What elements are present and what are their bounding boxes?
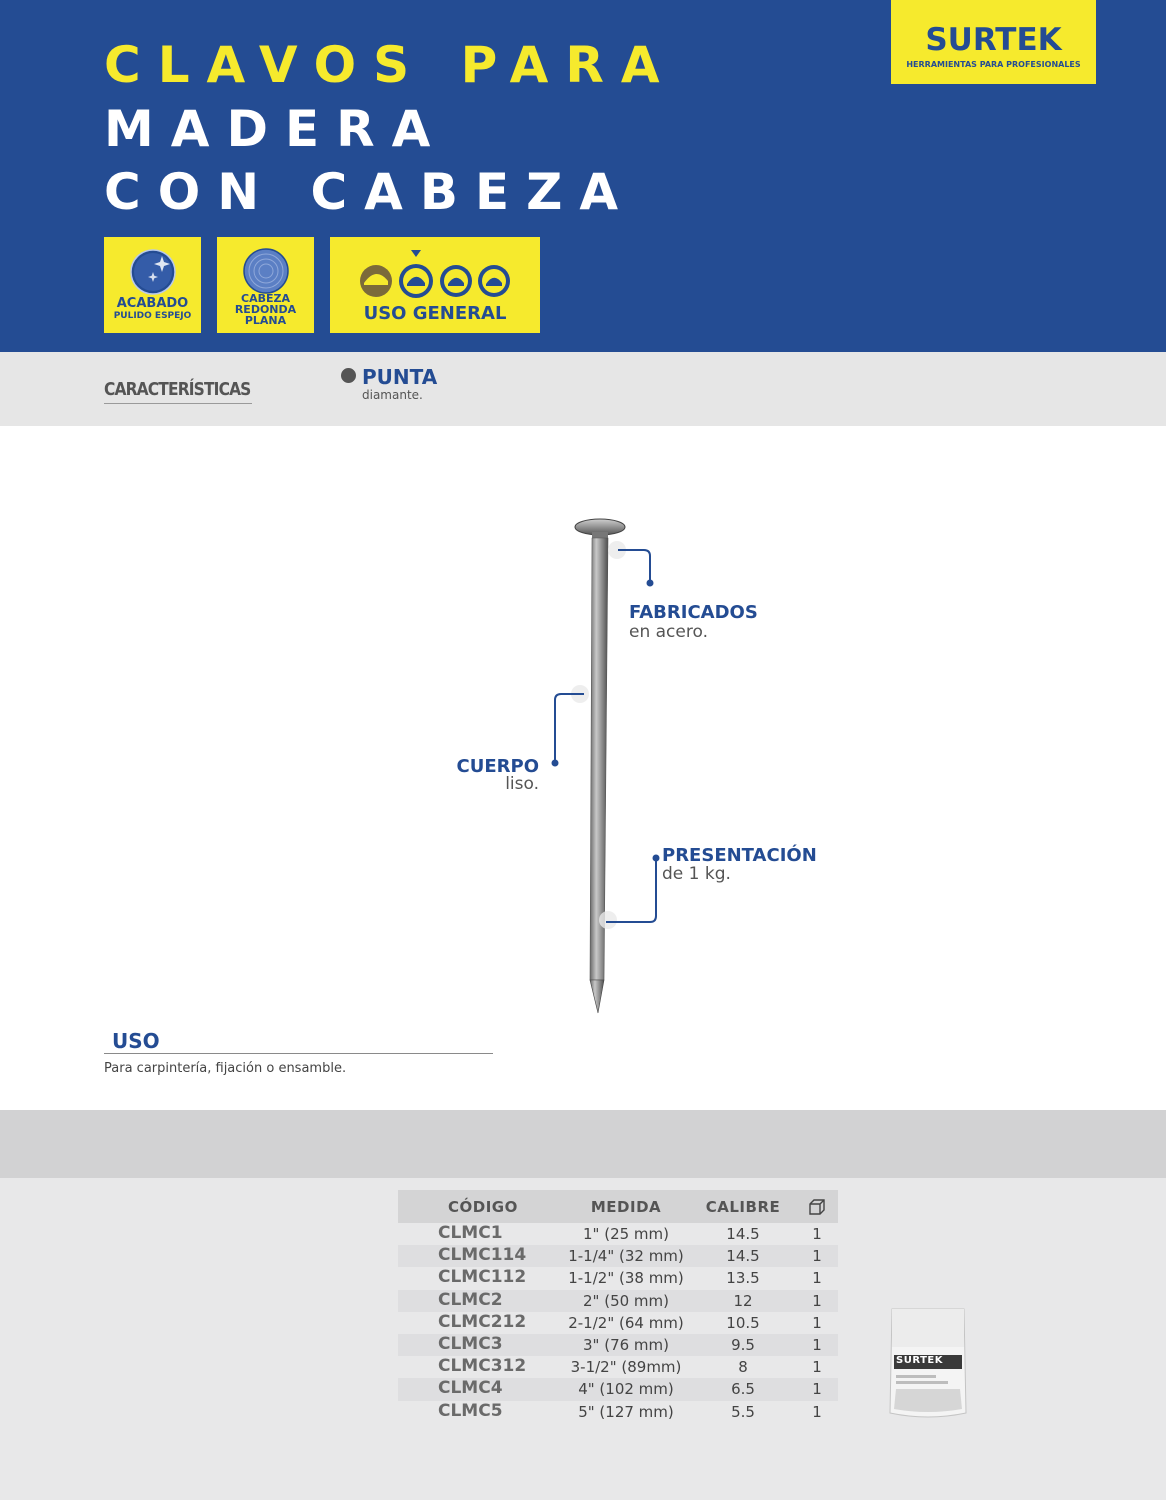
- badge-acabado-line1: ACABADO: [116, 296, 189, 311]
- table-row: [398, 1334, 838, 1356]
- row-gauge: 8: [738, 1358, 748, 1377]
- feature-label-punta: PUNTA: [362, 365, 438, 389]
- table-row: [398, 1245, 838, 1267]
- row-code: CLMC112: [438, 1267, 527, 1288]
- brand-tagline: HERRAMIENTAS PARA PROFESIONALES: [906, 60, 1081, 69]
- row-code: CLMC212: [438, 1311, 527, 1332]
- row-code: CLMC114: [438, 1245, 527, 1266]
- callout-presentacion-title: PRESENTACIÓN: [662, 845, 817, 866]
- badge-uso-general-label: USO GENERAL: [363, 303, 507, 324]
- table-row: [398, 1312, 838, 1334]
- row-qty: 1: [812, 1291, 822, 1310]
- bullet-icon: [341, 368, 356, 383]
- sparkle-sphere-icon: [129, 248, 177, 296]
- spec-table: [398, 1190, 838, 1423]
- table-header-row: [398, 1190, 838, 1223]
- row-qty: 1: [812, 1269, 822, 1288]
- table-row: [398, 1356, 838, 1378]
- package-image: [886, 1305, 970, 1419]
- package-brand: SURTEK: [896, 1355, 943, 1366]
- table-row: [398, 1223, 838, 1245]
- header-measure: MEDIDA: [590, 1198, 662, 1216]
- row-measure: 3-1/2" (89mm): [570, 1358, 682, 1377]
- row-qty: 1: [812, 1247, 822, 1266]
- callout-fabricados-title: FABRICADOS: [629, 602, 758, 623]
- row-qty: 1: [812, 1402, 822, 1421]
- header-banner: [0, 0, 1166, 352]
- row-gauge: 13.5: [726, 1269, 760, 1288]
- row-gauge: 14.5: [726, 1225, 760, 1243]
- table-row: [398, 1378, 838, 1400]
- badge-acabado-line2: PULIDO ESPEJO: [113, 311, 192, 321]
- row-measure: 5" (127 mm): [578, 1402, 674, 1421]
- badge-cabeza-line3: PLANA: [244, 314, 287, 327]
- row-gauge: 12: [733, 1291, 753, 1310]
- badge-cabeza: [217, 237, 314, 333]
- feature-desc-punta: diamante.: [362, 388, 423, 402]
- row-measure: 1-1/2" (38 mm): [568, 1269, 684, 1288]
- row-gauge: 9.5: [731, 1335, 755, 1354]
- title-line-3: CON CABEZA: [104, 163, 636, 221]
- nail-illustration: [540, 510, 680, 1020]
- badge-acabado: [104, 237, 201, 333]
- callout-presentacion-desc: de 1 kg.: [662, 864, 731, 884]
- characteristics-band: [0, 352, 1166, 426]
- header-code: CÓDIGO: [448, 1198, 518, 1216]
- uso-description: Para carpintería, fijación o ensamble.: [104, 1061, 347, 1076]
- row-gauge: 6.5: [731, 1380, 755, 1399]
- round-head-icon: [242, 247, 290, 295]
- brand-name: SURTEK: [925, 22, 1062, 58]
- row-measure: 1-1/4" (32 mm): [568, 1247, 684, 1266]
- row-qty: 1: [812, 1358, 822, 1377]
- table-body: [398, 1223, 838, 1423]
- characteristics-title: CARACTERÍSTICAS: [104, 379, 251, 400]
- callout-cuerpo-desc: liso.: [505, 774, 539, 794]
- row-gauge: 5.5: [731, 1402, 755, 1421]
- badge-cabeza-line1: CABEZA: [241, 292, 290, 305]
- title-line-2: MADERA: [104, 100, 448, 158]
- row-measure: 2-1/2" (64 mm): [568, 1313, 684, 1332]
- callout-fabricados-desc: en acero.: [629, 622, 708, 642]
- table-row: [398, 1267, 838, 1289]
- header-gauge: CALIBRE: [705, 1198, 781, 1216]
- badge-cabeza-line2: REDONDA: [234, 303, 297, 316]
- box-icon: [798, 1197, 836, 1221]
- title-line-1: CLAVOS PARA: [104, 36, 677, 94]
- uso-title: USO: [112, 1029, 160, 1053]
- row-qty: 1: [812, 1313, 822, 1332]
- table-row: [398, 1290, 838, 1312]
- uso-underline: [104, 1053, 493, 1054]
- table-row: [398, 1401, 838, 1423]
- row-gauge: 14.5: [726, 1247, 760, 1266]
- row-gauge: 10.5: [726, 1313, 760, 1332]
- row-code: CLMC5: [438, 1400, 503, 1421]
- row-qty: 1: [812, 1335, 822, 1354]
- row-measure: 4" (102 mm): [578, 1380, 674, 1399]
- row-code: CLMC312: [438, 1356, 527, 1377]
- row-code: CLMC4: [438, 1378, 503, 1399]
- row-measure: 2" (50 mm): [583, 1291, 669, 1310]
- usage-level-icons: [356, 246, 516, 302]
- row-code: CLMC1: [438, 1223, 503, 1243]
- row-code: CLMC3: [438, 1333, 503, 1354]
- separator-band: [0, 1110, 1166, 1178]
- brand-logo: [891, 0, 1096, 84]
- row-qty: 1: [812, 1225, 822, 1243]
- row-measure: 3" (76 mm): [583, 1335, 669, 1354]
- badge-uso-general: [330, 237, 540, 333]
- row-measure: 1" (25 mm): [583, 1225, 669, 1243]
- row-code: CLMC2: [438, 1289, 503, 1310]
- callout-cuerpo-title: CUERPO: [456, 756, 539, 777]
- characteristics-underline: [104, 403, 252, 404]
- row-qty: 1: [812, 1380, 822, 1399]
